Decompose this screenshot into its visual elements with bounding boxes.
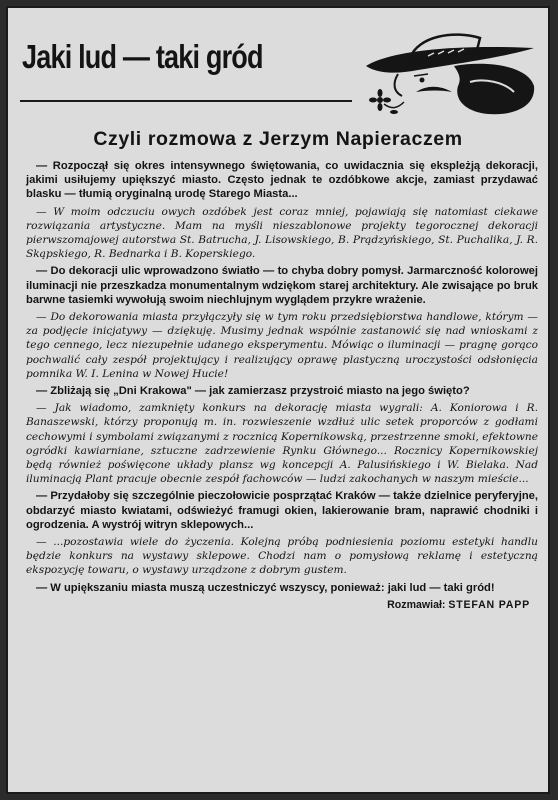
newspaper-clipping bbox=[6, 6, 550, 794]
headline: Jaki lud — taki gród bbox=[22, 38, 263, 75]
article-header bbox=[8, 8, 548, 112]
answer-paragraph: — Jak wiadomo, zamknięty konkurs na dekorację miasta wygrali: A. Koniorowa i R. Banaszewski, którzy proponują m. in. rozwieszenie wzdłuż ulic setek proporców z godłami cechowymi i symbolami związanymi z rocznicą Kopernikowską, przestrzenne smoki, efektowne ogródki kawiarniane, sztuczne zadrzewienie Rynku Głównego... Rocznicy Kopernikowskiej będą również poświęcone układy plansz wg koncepcji A. Palusińskiego i W. Bielaka. Nad iluminacją Plant pracuje obecnie zespół fachowców — ludzi zakochanych w naszym mieście... bbox=[26, 402, 538, 486]
question-paragraph: — Zbliżają się „Dni Krakowa" — jak zamierzasz przystroić miasto na jego święto? bbox=[36, 385, 470, 398]
signature-name: STEFAN PAPP bbox=[448, 598, 530, 611]
question-paragraph: — Rozpoczął się okres intensywnego świętowania, co uwidacznia się ekspleżją dekoracji, jakimi usiłujemy upiększyć miasto. Często jednak te ozdóbkowe akcje, zamiast przydawać blasku — tłumią oryginalną urodę Starego Miasta... bbox=[26, 160, 538, 201]
headline-rule bbox=[20, 100, 352, 102]
hat-flower-illustration-icon bbox=[358, 22, 544, 122]
signature bbox=[26, 598, 538, 612]
article-body bbox=[8, 159, 548, 612]
answer-paragraph: — ...pozostawia wiele do życzenia. Kolejną próbą podniesienia poziomu estetyki handlu będzie konkurs na wystawy sklepowe. Chodzi nam o pomysłową reklamę i estetyczną ekspozycję towaru, o wystawy urządzone z dobrym gustem. bbox=[26, 536, 538, 577]
closing-paragraph: — W upiększaniu miasta muszą uczestniczyć wszyscy, ponieważ: jaki lud — taki gród! bbox=[36, 581, 495, 594]
answer-paragraph: — Do dekorowania miasta przyłączyły się w tym roku przedsiębiorstwa handlowe, którym — za podjęcie inicjatywy — dziękuję. Musimy jednak wspólnie zastanowić się nad wnioskami z tego cennego, lecz niezupełnie udanego eksperymentu. Mówiąc o iluminacji — pragnę gorąco pochwalić cały zespół projektujący i realizujący oprawę plastyczną uroczystości odsłonięcia pomnika W. I. Lenina w Nowej Hucie! bbox=[26, 311, 538, 380]
signature-label: Rozmawiał: bbox=[387, 598, 446, 611]
answer-paragraph: — W moim odczuciu owych ozdóbek jest coraz mniej, pojawiają się natomiast ciekawe rozwiązania artystyczne. Mam na myśli nieszablonowe projekty tegorocznej dekoracji pierwszomajowej autorstwa St. Batrucha, J. Lisowskiego, B. Prądzyńskiego, St. Puchalika, J. R. Skąpskiego, R. Bednarka i B. Koperskiego. bbox=[26, 205, 538, 261]
subtitle: Czyli rozmowa z Jerzym Napieraczem bbox=[93, 128, 463, 150]
question-paragraph: — Do dekoracji ulic wprowadzono światło — to chyba dobry pomysł. Jarmarczność kolorowej iluminacji nie przeszkadza monumentalnym wdziękom starej architektury. Ale zwisające po bruk barwne tasiemki wywołują swoim niechlujnym wyglądem przykre wrażenie. bbox=[26, 265, 538, 306]
question-paragraph: — Przydałoby się szczególnie pieczołowicie posprzątać Kraków — także dzielnice peryferyjne, obdarzyć miasto kwiatami, odświeżyć framugi okien, lakierowanie bram, naprawić chodniki i ogrodzenia. A wystrój witryn sklepowych... bbox=[26, 490, 538, 531]
